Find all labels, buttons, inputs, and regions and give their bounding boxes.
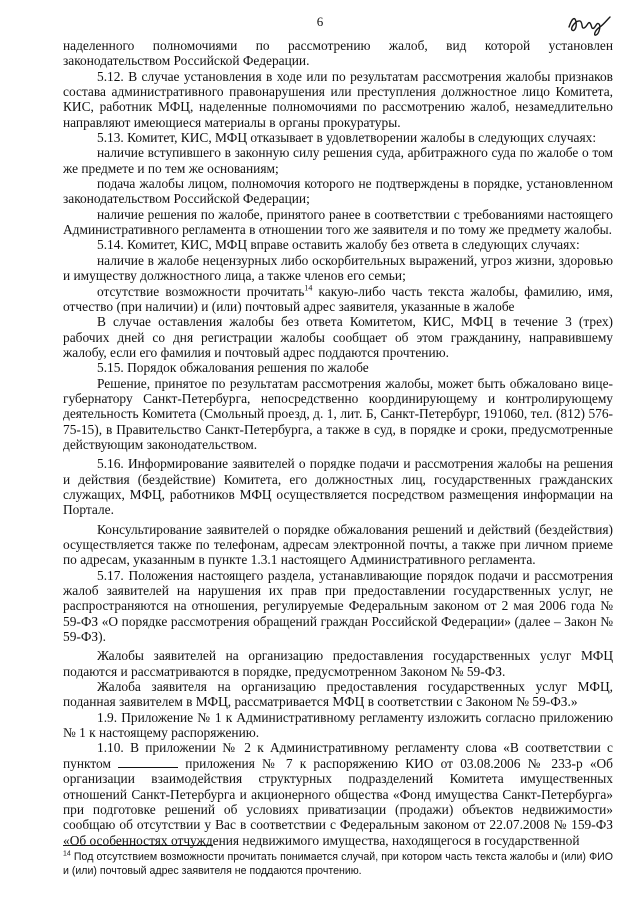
paragraph: наделенного полномочиями по рассмотрению жалоб, вид которой установлен законодательством Российской Федерации. <box>63 38 613 69</box>
paragraph-5-13: 5.13. Комитет, КИС, МФЦ отказывает в удовлетворении жалобы в следующих случаях: <box>97 130 597 146</box>
paragraph-text: какую-либо часть текста жалобы, фамилию, имя, отчество (при наличии) и (или) почтовый адрес заявителя, указанные в жалобе <box>63 283 613 314</box>
blank-underline <box>118 758 178 768</box>
list-item: наличие вступившего в законную силу решения суда, арбитражного суда по жалобе о том же предмете и по тем же основаниям; <box>63 145 613 176</box>
paragraph-1-10 <box>63 740 613 847</box>
paragraph-text: 1.10. В приложении № 2 к Административному регламенту слова «В соответствии с пунктом <box>63 740 613 771</box>
paragraph-5-17: 5.17. Положения настоящего раздела, устанавливающие порядок подачи и рассмотрения жалоб заявителей на нарушения их прав при предоставлении государственных услуг, не распространяются на отношения, регулируемые Федеральным законом от 2 мая 2006 года № 59-ФЗ «О порядке рассмотрения обращений граждан Российской Федерации» (далее – Закон № 59-ФЗ). <box>63 567 613 645</box>
paragraph-text: приложения № 7 к распоряжению КИО от 03.08.2006 № 233-р «Об организации взаимодействия структурных подразделений Комитета имущественных отношений Санкт-Петербурга и акционерного общества «Фонд имущества Санкт-Петербурга» при подготовке решений об условиях приватизации (продажи) объектов недвижимости» сообщаю об отсутствии у Вас в соответствии с Федеральным законом от 22.07.2008 № 159-ФЗ «Об особенностях отчуждения недвижимого имущества, находящегося в государственной <box>63 755 613 848</box>
paragraph-1-9: 1.9. Приложение № 1 к Административному регламенту изложить согласно приложению № 1 к настоящему распоряжению. <box>63 709 613 741</box>
paragraph: Решение, принятое по результатам рассмотрения жалобы, может быть обжаловано вице-губернатору Санкт-Петербурга, непосредственно координирующему и контролирующему деятельность Комитета (Смольный проезд, д. 1, лит. Б, Санкт-Петербург, 191060, тел. (812) 576-75-15), в Правительство Санкт-Петербурга, а также в суд, в порядке и сроки, предусмотренные действующим законодательством. <box>63 375 613 452</box>
paragraph: В случае оставления жалобы без ответа Комитетом, КИС, МФЦ в течение 3 (трех) рабочих дней со дня регистрации жалобы сообщает об этом гражданину, направившему жалобу, если его фамилия и почтовый адрес поддаются прочтению. <box>63 314 613 360</box>
paragraph-text: отсутствие возможности прочитать <box>97 283 305 299</box>
paragraph-5-14: 5.14. Комитет, КИС, МФЦ вправе оставить жалобу без ответа в следующих случаях: <box>97 237 580 253</box>
paragraph: Консультирование заявителей о порядке обжалования решений и действий (бездействия) осуществляется также по телефонам, адресам электронной почты, а также при личном приеме по адресам, указанным в пункте 1.3.1 настоящего Административного регламента. <box>63 521 613 568</box>
page-number: 6 <box>316 14 324 29</box>
paragraph-5-15: 5.15. Порядок обжалования решения по жалобе <box>97 360 369 376</box>
list-item: наличие решения по жалобе, принятого ранее в соответствии с требованиями настоящего Административного регламента в отношении того же заявителя и по тому же предмету жалобы. <box>63 206 613 238</box>
list-item: подача жалобы лицом, полномочия которого не подтверждены в порядке, установленном законодательством Российской Федерации; <box>63 176 613 207</box>
list-item-with-footnote <box>63 284 613 315</box>
list-item: наличие в жалобе нецензурных либо оскорбительных выражений, угроз жизни, здоровью и имуществу должностного лица, а также членов его семьи; <box>63 252 613 284</box>
handwritten-signature <box>566 8 612 38</box>
paragraph: Жалобы заявителей на организацию предоставления государственных услуг МФЦ подаются и рассматриваются в порядке, предусмотренном Законом № 59-ФЗ. <box>63 648 613 679</box>
footnote-marker: 14 <box>63 850 71 858</box>
paragraph: Жалоба заявителя на организацию предоставления государственных услуг МФЦ, поданная заявителем в МФЦ, рассматривается МФЦ в соответствии с Законом № 59-ФЗ.» <box>63 679 613 710</box>
paragraph-5-12: 5.12. В случае установления в ходе или по результатам рассмотрения жалобы признаков состава административного правонарушения или преступления должностное лицо Комитета, КИС, работник МФЦ, наделенные полномочиями по рассмотрению жалоб, незамедлительно направляют имеющиеся материалы в органы прокуратуры. <box>63 68 613 130</box>
footnote-text: Под отсутствием возможности прочитать понимается случай, при котором часть текста жалобы и (или) ФИО и (или) почтовый адрес заявителя не поддаются прочтению. <box>63 851 613 877</box>
main-text <box>63 38 613 848</box>
footnote-separator <box>63 845 213 846</box>
footnote-reference: 14 <box>304 283 313 293</box>
paragraph-5-16: 5.16. Информирование заявителей о порядке подачи и рассмотрения жалобы на решения и действия (бездействие) Комитета, его должностных лиц, государственных гражданских служащих, МФЦ, работников МФЦ осуществляется посредством размещения информации на Портале. <box>63 456 613 518</box>
footnote <box>63 851 613 878</box>
